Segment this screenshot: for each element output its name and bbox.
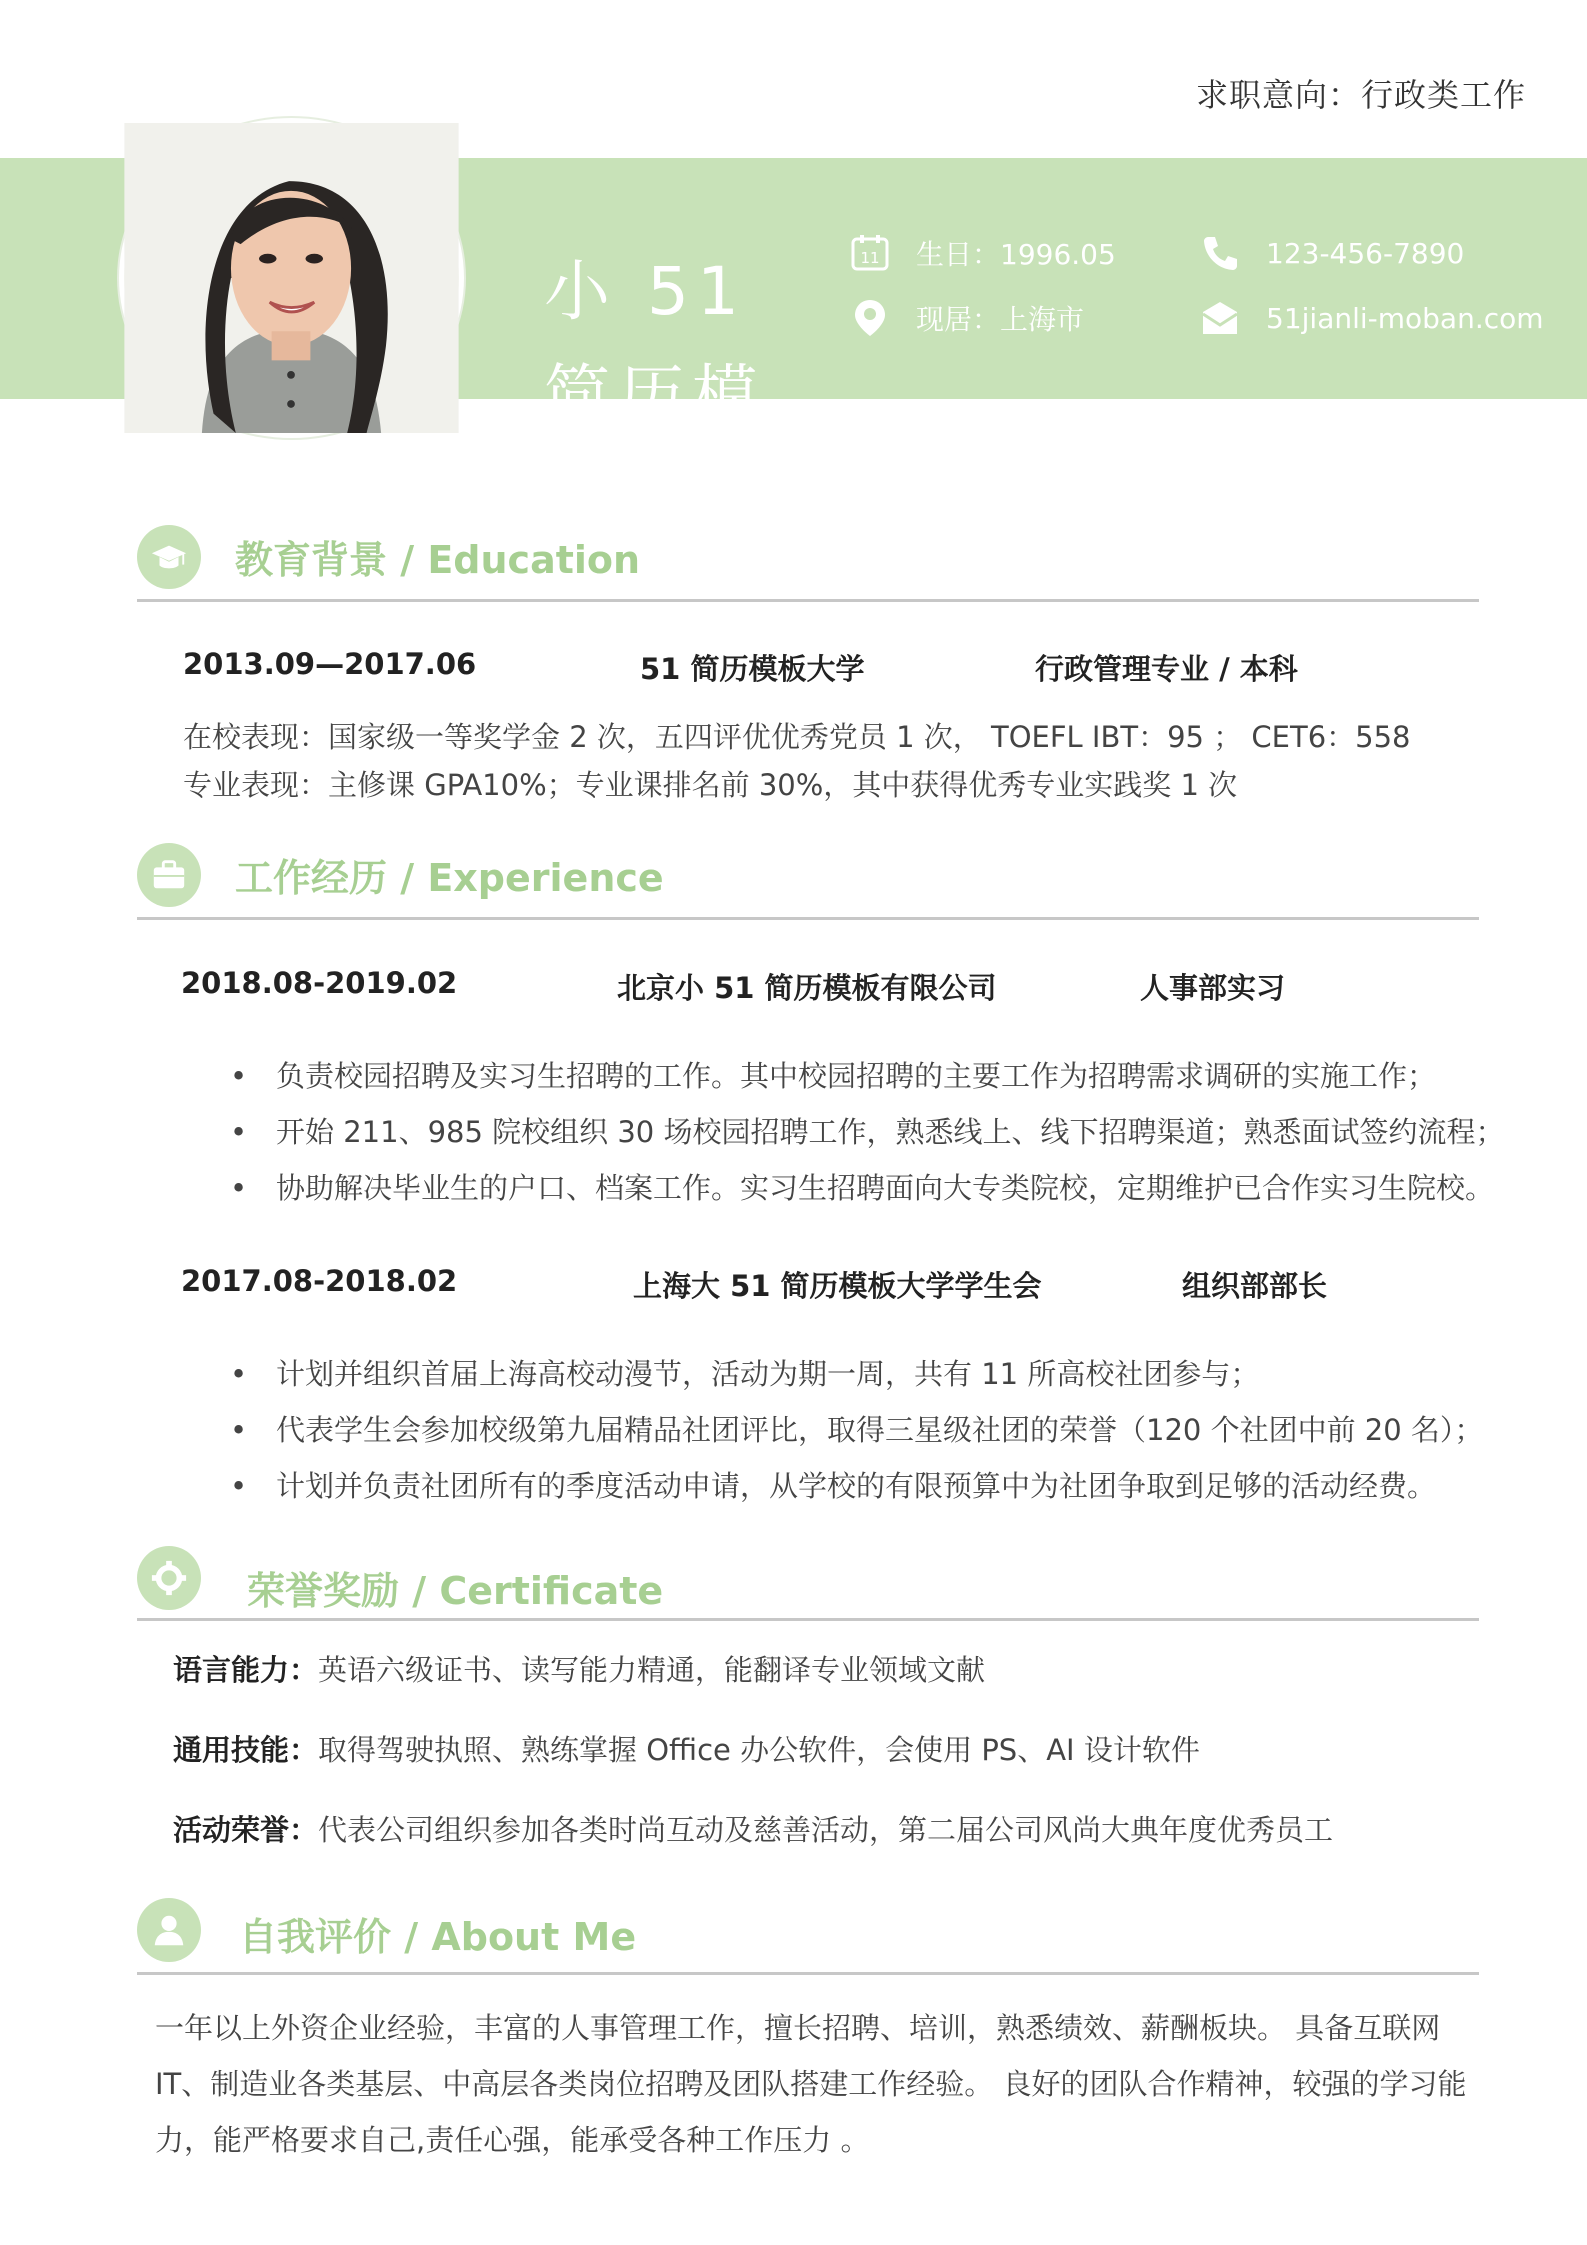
- calendar-icon: [850, 233, 890, 273]
- certificate-divider: [137, 1618, 1479, 1621]
- certificate-row-skills: [173, 1728, 1200, 1769]
- birthday-item: [850, 233, 1116, 273]
- avatar-illustration: [124, 123, 459, 433]
- education-major: 行政管理专业 / 本科: [1035, 652, 1298, 686]
- job-1-role: 人事部实习: [1140, 971, 1286, 1005]
- education-divider: [137, 599, 1479, 602]
- location-item: [850, 298, 1084, 338]
- job-2-role: 组织部部长: [1182, 1269, 1328, 1303]
- job-1-period: 2018.08-2019.02: [181, 966, 458, 1000]
- svg-text:11: 11: [860, 249, 880, 267]
- education-detail-2: 专业表现：主修课 GPA10%；专业课排名前 30%，其中获得优秀专业实践奖 1 次: [183, 768, 1238, 802]
- phone-icon: [1200, 233, 1240, 273]
- education-title: 教育背景 / Education: [235, 538, 641, 582]
- phone-text: 123-456-7890: [1266, 236, 1465, 270]
- certificate-row-language: [173, 1648, 985, 1689]
- education-section-header: [137, 525, 1479, 595]
- job-1-company: 北京小 51 简历模板有限公司: [617, 971, 997, 1005]
- gear-icon: [137, 1546, 201, 1610]
- certificate-label: 通用技能：: [173, 1733, 319, 1767]
- job-1-bullets: [230, 1048, 1504, 1216]
- about-title: 自我评价 / About Me: [239, 1915, 637, 1959]
- birthday-text: 生日：1996.05: [916, 238, 1116, 271]
- location-pin-icon: [850, 298, 890, 338]
- list-item: • 协助解决毕业生的户口、档案工作。实习生招聘面向大专类院校，定期维护已合作实习生院校。: [230, 1160, 1504, 1216]
- about-divider: [137, 1972, 1479, 1975]
- candidate-name: 小 51 简历模板: [544, 253, 766, 538]
- education-school: 51 简历模板大学: [640, 652, 865, 686]
- list-item: • 负责校园招聘及实习生招聘的工作。其中校园招聘的主要工作为招聘需求调研的实施工作；: [230, 1048, 1504, 1104]
- website-item: [1200, 298, 1544, 338]
- job-2-period: 2017.08-2018.02: [181, 1264, 458, 1298]
- certificate-text: 英语六级证书、读写能力精通，能翻译专业领域文献: [318, 1653, 986, 1687]
- education-detail-1: 在校表现：国家级一等奖学金 2 次，五四评优优秀党员 1 次， TOEFL IBT：95 ； CET6：558: [183, 720, 1411, 754]
- job-target: 求职意向：行政类工作: [1195, 76, 1526, 114]
- list-item: • 计划并组织首届上海高校动漫节，活动为期一周，共有 11 所高校社团参与；: [230, 1346, 1483, 1402]
- certificate-section-header: [137, 1546, 1479, 1616]
- website-text: 51jianli-moban.com: [1266, 301, 1544, 335]
- phone-item: [1200, 233, 1464, 273]
- person-icon: [137, 1898, 201, 1962]
- experience-divider: [137, 917, 1479, 920]
- certificate-label: 语言能力：: [173, 1653, 319, 1687]
- certificate-label: 活动荣誉：: [173, 1813, 319, 1847]
- briefcase-icon: [137, 843, 201, 907]
- certificate-row-honors: [173, 1808, 1333, 1849]
- job-2-company: 上海大 51 简历模板大学学生会: [633, 1269, 1042, 1303]
- about-text: 一年以上外资企业经验，丰富的人事管理工作，擅长招聘、培训，熟悉绩效、薪酬板块。 具备互联网 IT、制造业各类基层、中高层各类岗位招聘及团队搭建工作经验。 良好的团队合作精神，较强的学习能力，能严格要求自己,责任心强，能承受各种工作压力 。: [155, 2011, 1467, 2157]
- certificate-text: 取得驾驶执照、熟练掌握 Office 办公软件，会使用 PS、AI 设计软件: [318, 1733, 1200, 1767]
- mail-icon: [1200, 298, 1240, 338]
- list-item: • 计划并负责社团所有的季度活动申请，从学校的有限预算中为社团争取到足够的活动经费。: [230, 1458, 1483, 1514]
- education-period: 2013.09—2017.06: [183, 647, 477, 681]
- about-section-header: [137, 1898, 1479, 1968]
- location-text: 现居：上海市: [916, 303, 1085, 336]
- graduation-cap-icon: [137, 525, 201, 589]
- experience-section-header: [137, 843, 1479, 913]
- list-item: • 开始 211、985 院校组织 30 场校园招聘工作，熟悉线上、线下招聘渠道；熟悉面试签约流程；: [230, 1104, 1504, 1160]
- certificate-text: 代表公司组织参加各类时尚互动及慈善活动，第二届公司风尚大典年度优秀员工: [318, 1813, 1334, 1847]
- certificate-title: 荣誉奖励 / Certificate: [247, 1569, 664, 1613]
- job-2-bullets: [230, 1346, 1483, 1514]
- list-item: • 代表学生会参加校级第九届精品社团评比，取得三星级社团的荣誉（120 个社团中前 20 名）；: [230, 1402, 1483, 1458]
- profile-photo: [119, 118, 464, 438]
- experience-title: 工作经历 / Experience: [235, 856, 664, 900]
